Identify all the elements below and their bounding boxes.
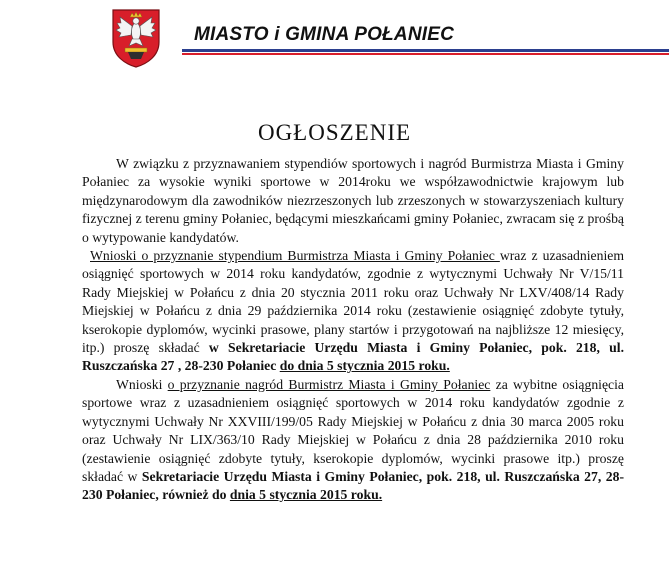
header-rule-blue	[182, 49, 669, 52]
paragraph-2-deadline: do dnia 5 stycznia 2015 roku.	[279, 358, 450, 374]
paragraph-3-deadline: dnia 5 stycznia 2015 roku.	[229, 487, 383, 503]
header-rule-red	[182, 53, 669, 55]
paragraph-2-address: w Sekretariacie Urzędu Miasta i Gminy Połaniec, pok. 218, ul. Ruszczańska 27 , 28-230 Połaniec	[82, 340, 624, 374]
paragraph-3	[82, 376, 624, 505]
org-name: MIASTO i GMINA POŁANIEC	[194, 24, 455, 45]
paragraph-3-text: za wybitne osiągnięcia sportowe wraz z uzasadnieniem osiągnięć sportowych w 2014 roku kandydatów zgodnie z wytycznymi Uchwały Nr XXVIII/199/05 Rady Miejskiej w Połańcu z dnia 30 marca 2005 roku oraz Uchwały Nr LIX/363/10 Rady Miejskiej w Połańcu z dnia 28 października 2010 roku (zestawienie osiągnięć zdobyte tytuły, kserokopie dyplomów, wycinki prasowe itp.) proszę składać w	[82, 376, 624, 484]
paragraph-3-lead: Wnioski	[116, 376, 168, 392]
paragraph-1: W związku z przyznawaniem stypendiów sportowych i nagród Burmistrza Miasta i Gminy Połaniec za wysokie wyniki sportowe w 2014roku we współzawodnictwie krajowym lub międzynarodowym dla zawodników niezrzeszonych lub zrzeszonych w stowarzyszeniach kultury fizycznej z terenu gminy Połaniec, będącymi mieszkańcami gminy Połaniec, zwracam się z prośbą o wytypowanie kandydatów.	[82, 156, 624, 245]
awards-heading: o przyznanie nagród Burmistrz Miasta i Gminy Połaniec	[167, 376, 491, 392]
paragraph-3-address: Sekretariacie Urzędu Miasta i Gminy Połaniec, pok. 218, ul. Ruszczańska 27, 28-230 Połaniec, również do	[82, 468, 625, 503]
document-title: OGŁOSZENIE	[257, 120, 412, 145]
stipend-heading: Wnioski o przyznanie stypendium Burmistrza Miasta i Gminy Połaniec	[90, 248, 500, 264]
document-body	[82, 155, 624, 505]
polaniec-coat-of-arms-eagle-icon	[111, 8, 161, 68]
paragraph-2-text: wraz z uzasadnieniem osiągnięć sportowych w 2014 roku kandydatów, zgodnie z wytycznymi Uchwały Nr V/15/11 Rady Miejskiej w Połańcu z dnia 20 stycznia 2011 roku oraz Uchwały Nr LXV/408/14 Rady Miejskiej w Połańcu z dnia 29 października 2014 roku (zestawienie osiągnięć zdobyte tytuły, kserokopie dyplomów, wycinki prasowe, plany startów i przygotowań na najbliższe 12 miesięcy, itp.) proszę składać	[82, 248, 624, 356]
letterhead	[0, 0, 669, 80]
paragraph-2	[82, 247, 624, 376]
